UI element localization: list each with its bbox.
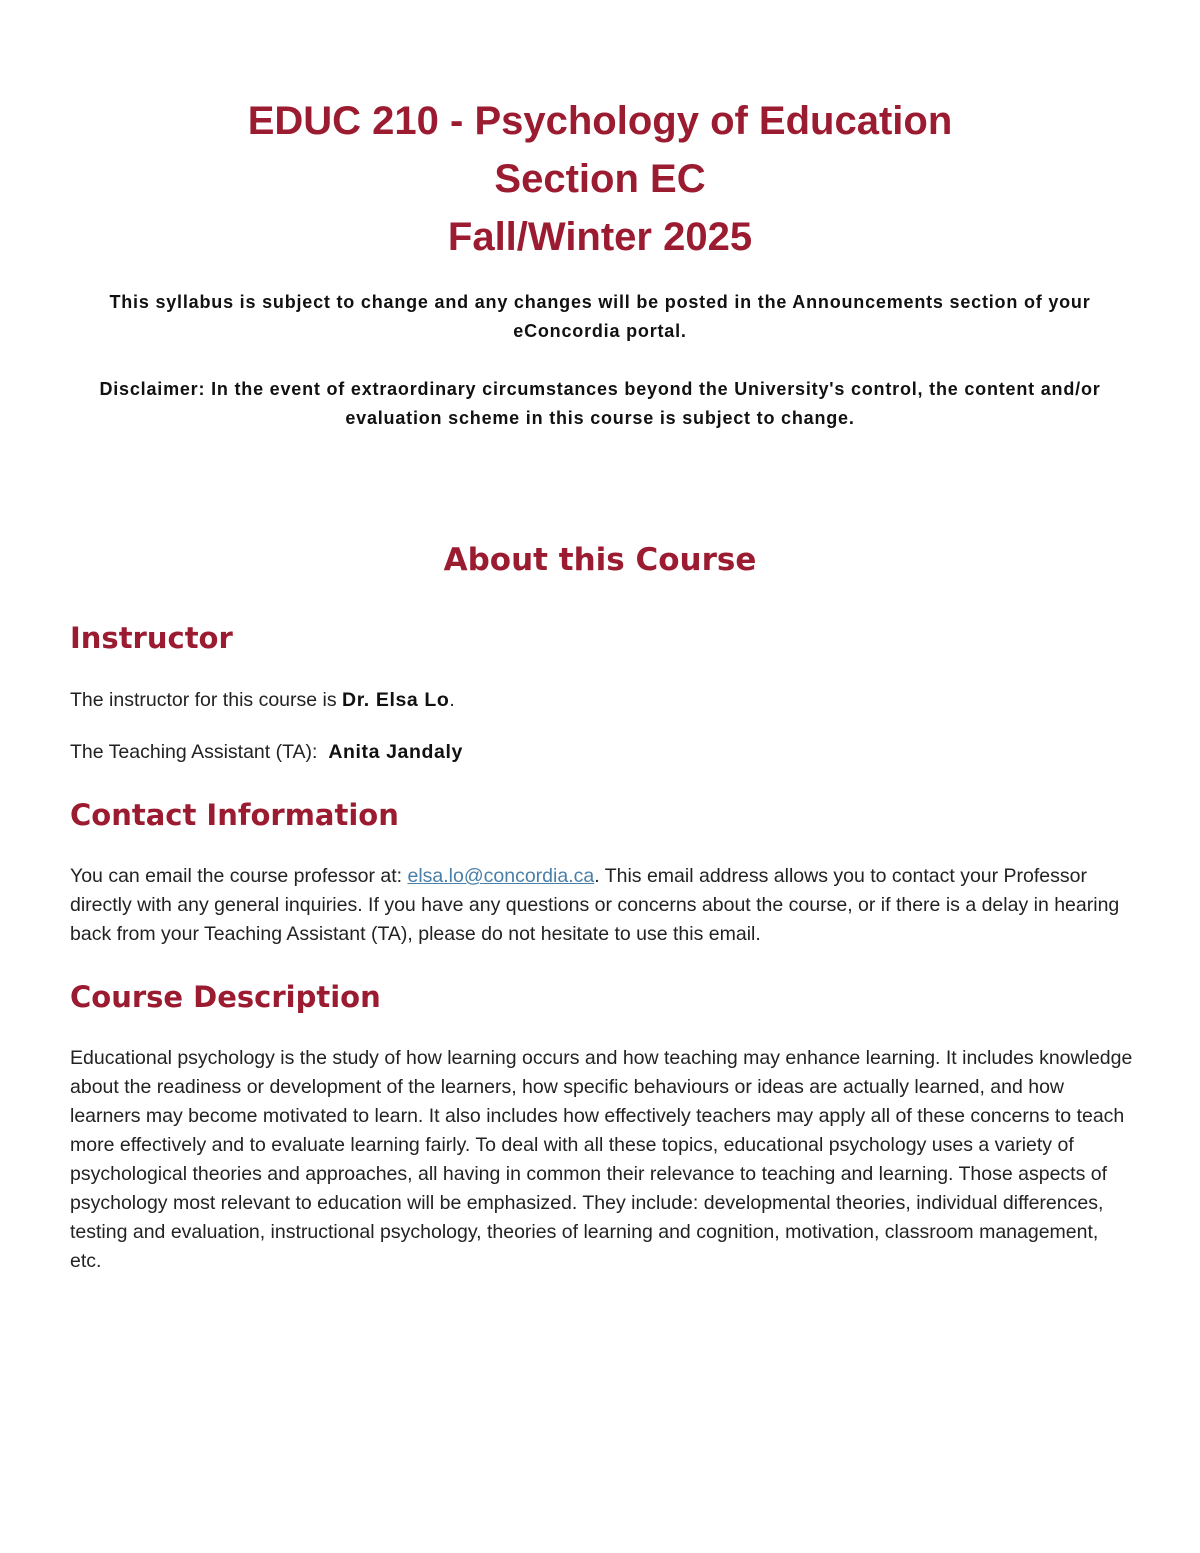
ta-paragraph <box>70 738 1135 767</box>
instructor-intro-text: The instructor for this course is <box>70 689 343 711</box>
ta-name: Anita Jandaly <box>328 741 463 763</box>
instructor-paragraph <box>70 686 1135 715</box>
course-title-line-2: Section EC <box>494 157 706 201</box>
course-title-line-1: EDUC 210 - Psychology of Education <box>247 99 953 143</box>
contact-intro-text: You can email the course professor at: <box>70 865 408 887</box>
contact-paragraph <box>70 862 1135 949</box>
instructor-name: Dr. Elsa Lo <box>342 689 450 711</box>
instructor-intro-suffix: . <box>449 689 455 711</box>
description-heading: Course Description <box>70 980 381 1014</box>
ta-intro-text: The Teaching Assistant (TA): <box>70 741 329 763</box>
course-title <box>0 92 1200 266</box>
instructor-heading: Instructor <box>70 621 233 655</box>
professor-email-link[interactable]: elsa.lo@concordia.ca <box>407 865 595 887</box>
contact-body-text: . This email address allows you to contact your Professor directly with any general inquiries. If you have any questions or concerns about the course, or if there is a delay in hearing back from your Teaching Assistant (TA), please do not hesitate to use this email. <box>70 865 1120 945</box>
about-section-title: About this Course <box>443 542 757 578</box>
change-notice: This syllabus is subject to change and any changes will be posted in the Announcements section of your eConcordia portal. <box>109 292 1091 341</box>
course-description-text: Educational psychology is the study of how learning occurs and how teaching may enhance learning. It includes knowledge about the readiness or development of the learners, how specific behaviours or ideas are actually learned, and how learners may become motivated to learn. It also includes how effectively teachers may apply all of these concerns to teach more effectively and to evaluate learning fairly. To deal with all these topics, educational psychology uses a variety of psychological theories and approaches, all having in common their relevance to teaching and learning. Those aspects of psychology most relevant to education will be emphasized. They include: developmental theories, individual differences, testing and evaluation, instructional psychology, theories of learning and cognition, motivation, classroom management, etc. <box>70 1047 1133 1272</box>
contact-heading: Contact Information <box>70 798 399 832</box>
disclaimer-notice: Disclaimer: In the event of extraordinary circumstances beyond the University's control, the content and/or evaluation scheme in this course is subject to change. <box>99 379 1101 428</box>
course-title-line-3: Fall/Winter 2025 <box>447 215 753 259</box>
